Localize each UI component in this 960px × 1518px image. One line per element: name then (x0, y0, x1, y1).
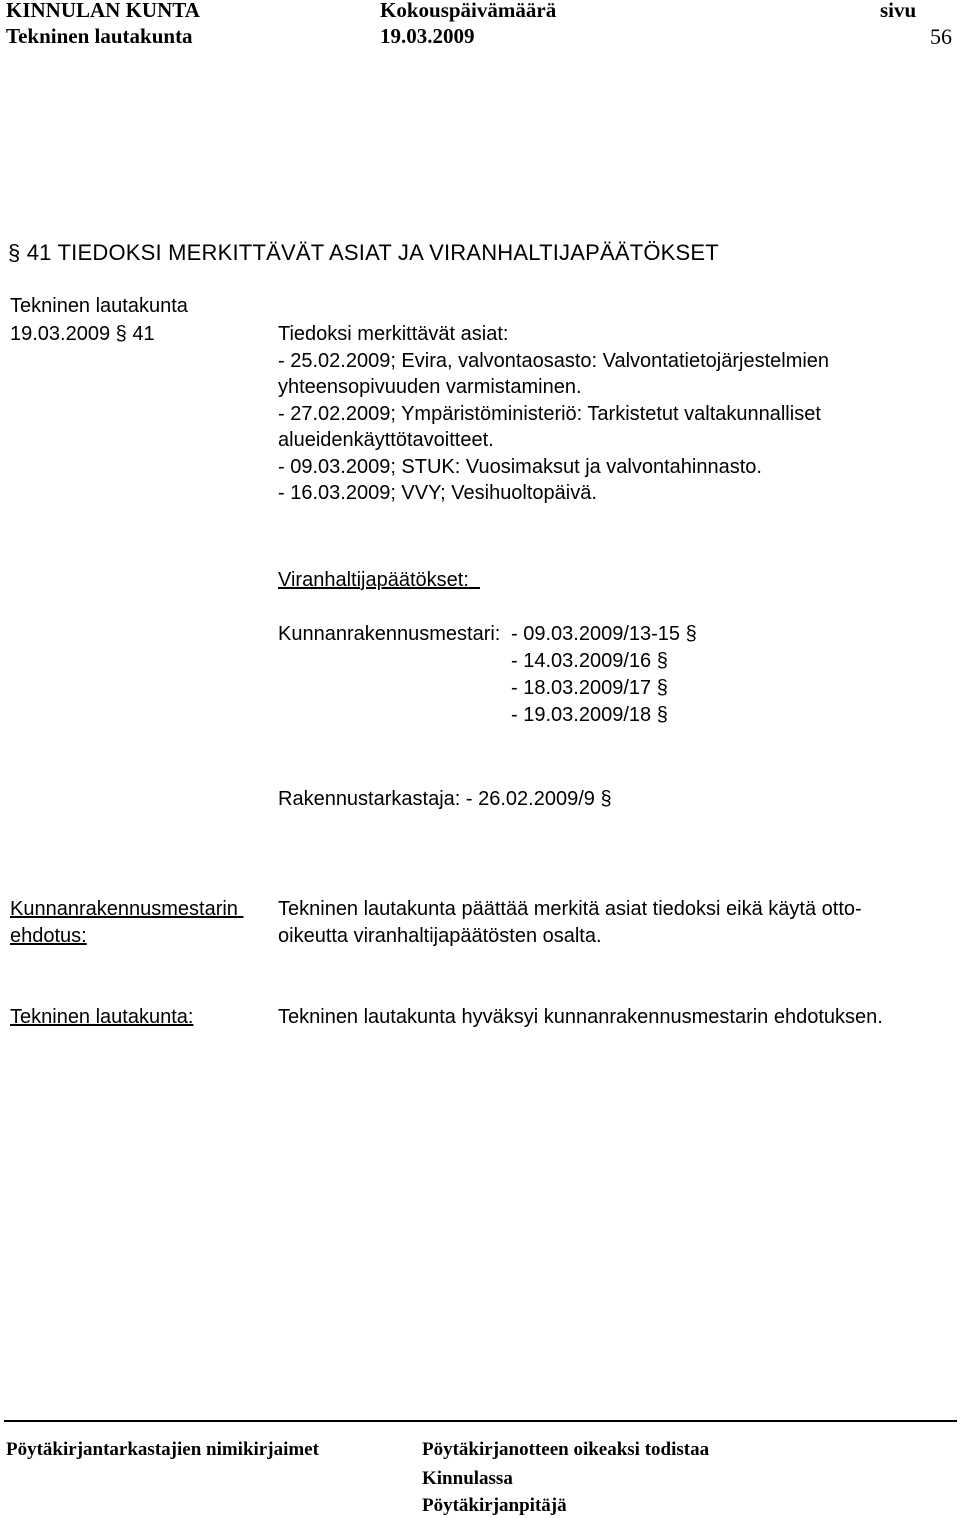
reference-date: 19.03.2009 (10, 323, 111, 345)
decision-item (511, 624, 697, 644)
decisions-heading (278, 570, 480, 590)
proposal-label-line2: ehdotus: (10, 925, 87, 947)
footer-secretary-label: Pöytäkirjanpitäjä (422, 1495, 567, 1516)
footer-initials-label: Pöytäkirjantarkastajien nimikirjaimet (6, 1439, 319, 1460)
section-title (8, 242, 719, 264)
kunnanrakennusmestari-label: Kunnanrakennusmestari: (278, 623, 501, 645)
section-symbol: § (685, 623, 697, 645)
decision-item-text: - 14.03.2009/16 (511, 650, 652, 672)
footer-certified-label: Pöytäkirjanotteen oikeaksi todistaa (422, 1439, 710, 1460)
decision-item (511, 651, 668, 671)
page-number: 56 (930, 24, 952, 49)
reference-line (10, 324, 155, 344)
decision-item-text: - 19.03.2009/18 (511, 704, 652, 726)
decision-item (511, 705, 668, 725)
decision-item-text: - 18.03.2009/17 (511, 677, 652, 699)
footer-rule (4, 1420, 957, 1422)
section-symbol: § (656, 650, 668, 672)
decision-item (511, 678, 668, 698)
notice-line: alueidenkäyttötavoitteet. (278, 429, 494, 451)
proposal-text-line2: oikeutta viranhaltijapäätösten osalta. (278, 925, 602, 947)
notice-line: - 25.02.2009; Evira, valvontaosasto: Valvontatietojärjestelmien (278, 350, 830, 372)
notice-line: - 27.02.2009; Ympäristöministeriö: Tarkistetut valtakunnalliset (278, 403, 821, 425)
proposal-text-line1: Tekninen lautakunta päättää merkitä asiat tiedoksi eikä käytä otto- (278, 898, 862, 920)
section-title-text: 41 TIEDOKSI MERKITTÄVÄT ASIAT JA VIRANHALTIJAPÄÄTÖKSET (26, 240, 719, 265)
proposal-label-line1 (10, 899, 243, 919)
rakennustarkastaja-label: Rakennustarkastaja: (278, 788, 461, 810)
decision-item-text: - 09.03.2009/13-15 (511, 623, 681, 645)
reference-body: Tekninen lautakunta (10, 295, 188, 317)
footer-place: Kinnulassa (422, 1468, 513, 1489)
committee-name: Tekninen lautakunta (6, 24, 193, 48)
decision-text: Tekninen lautakunta hyväksyi kunnanrakennusmestarin ehdotuksen. (278, 1006, 883, 1028)
notice-line: yhteensopivuuden varmistaminen. (278, 376, 582, 398)
decisions-heading-text: Viranhaltijapäätökset: (278, 569, 469, 591)
decision-label: Tekninen lautakunta: (10, 1006, 194, 1028)
municipality-name: KINNULAN KUNTA (6, 0, 200, 22)
section-symbol: § (656, 677, 668, 699)
page-label: sivu (880, 0, 917, 22)
notice-line: - 09.03.2009; STUK: Vuosimaksut ja valvontahinnasto. (278, 456, 762, 478)
rakennustarkastaja-line (278, 789, 612, 809)
meeting-date: 19.03.2009 (380, 24, 475, 48)
notice-line: - 16.03.2009; VVY; Vesihuoltopäivä. (278, 482, 597, 504)
reference-number: 41 (132, 323, 155, 345)
section-symbol: § (8, 240, 21, 265)
section-symbol: § (656, 704, 668, 726)
decision-item-text: - 26.02.2009/9 (465, 788, 595, 810)
proposal-label-text: Kunnanrakennusmestarin (10, 898, 238, 920)
section-symbol: § (600, 788, 612, 810)
date-label: Kokouspäivämäärä (380, 0, 557, 22)
reference-symbol: § (115, 323, 127, 345)
notices-heading: Tiedoksi merkittävät asiat: (278, 323, 509, 345)
